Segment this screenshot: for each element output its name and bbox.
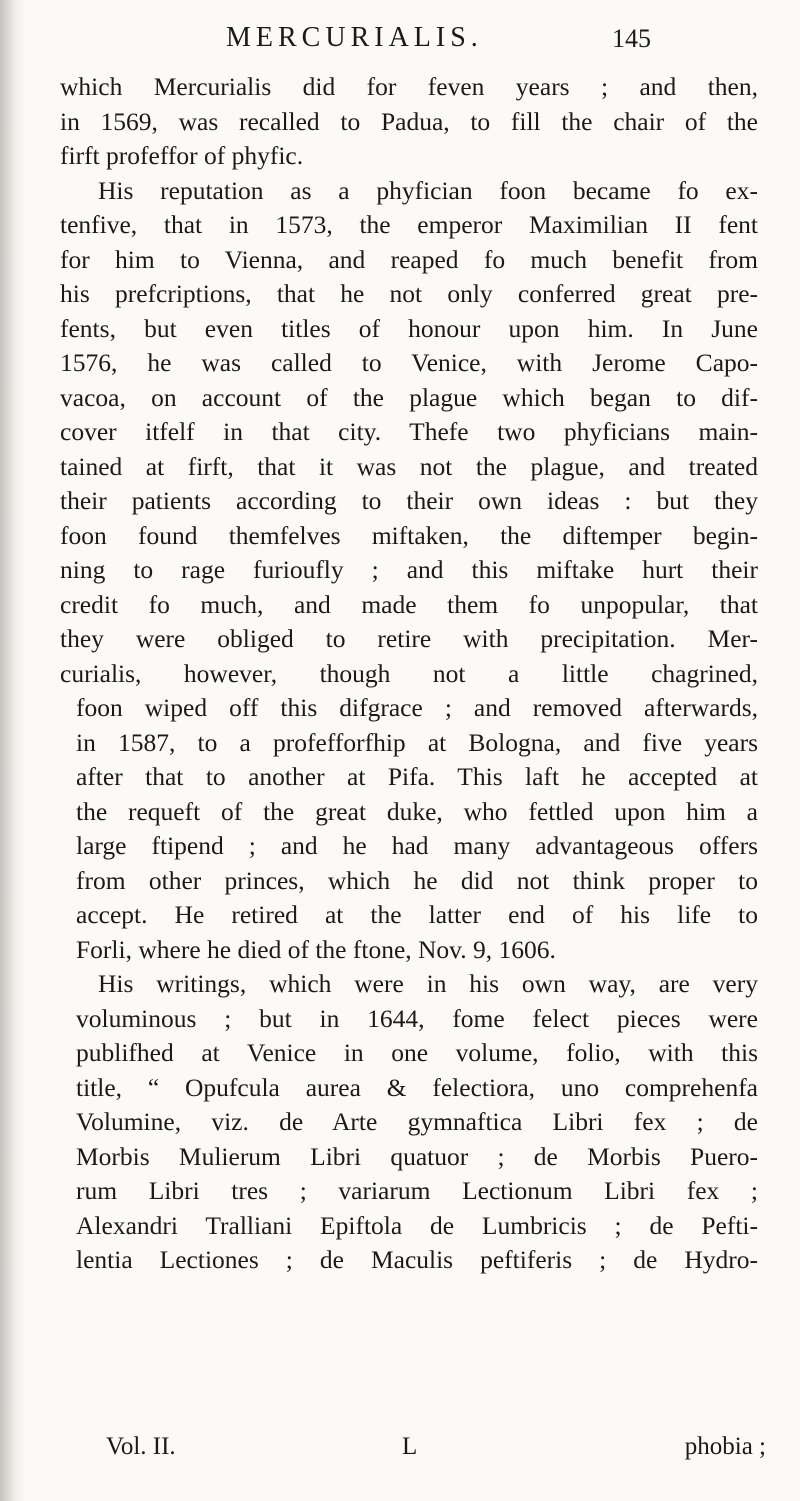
text-line: Morbis Mulierum Libri quatuor ; de Morbis Puero- [76, 1141, 758, 1171]
text-line: His writings, which were in his own way, are very [98, 969, 758, 998]
text-line: for him to Vienna, and reaped fo much benefit from [60, 244, 758, 274]
running-head: MERCURIALIS. [226, 22, 483, 53]
text-line: Forli, where he died of the ftone, Nov. 9, 1606. [76, 934, 556, 964]
text-line: cover itfelf in that city. Thefe two phyficians main- [60, 417, 758, 446]
text-line: title, “ Opufcula aurea & felectiora, uno comprehenfa [76, 1072, 758, 1102]
text-line: 1576, he was called to Venice, with Jerome Capo- [60, 348, 758, 377]
text-line: which Mercurialis did for feven years ; and then, [60, 72, 758, 101]
text-line: curialis, however, though not a little chagrined, [60, 658, 758, 688]
text-line: ning to rage furioufly ; and this miftake hurt their [60, 555, 758, 584]
text-line: large ftipend ; and he had many advantageous offers [76, 831, 758, 860]
text-line: foon found themfelves miftaken, the diftemper begin- [60, 520, 758, 550]
body-text [52, 70, 758, 1278]
text-line: in 1587, to a profefforfhip at Bologna, and five years [76, 727, 758, 757]
page-footer [106, 1433, 766, 1469]
text-line: his prefcriptions, that he not only conferred great pre- [60, 279, 758, 308]
text-line: firft profeffor of phyfic. [60, 141, 304, 170]
text-line: they were obliged to retire with precipitation. Mer- [60, 624, 758, 653]
text-line: accept. He retired at the latter end of his life to [76, 900, 758, 929]
page-number: 145 [612, 24, 651, 53]
signature-mark: L [402, 1433, 418, 1460]
text-line: lentia Lectiones ; de Maculis peftiferis ; de Hydro- [76, 1245, 758, 1274]
text-line: tained at firft, that it was not the plague, and treated [60, 451, 758, 481]
text-line: the requeft of the great duke, who fettled upon him a [76, 796, 758, 826]
text-line: Volumine, viz. de Arte gymnaftica Libri fex ; de [76, 1107, 758, 1136]
text-line: fents, but even titles of honour upon him. In June [60, 313, 758, 343]
catchword: phobia ; [684, 1433, 766, 1460]
text-line: Alexandri Tralliani Epiftola de Lumbricis ; de Pefti- [76, 1210, 758, 1240]
text-line: after that to another at Pifa. This laft he accepted at [76, 762, 758, 791]
text-line: credit fo much, and made them fo unpopular, that [60, 589, 758, 619]
text-line: vacoa, on account of the plague which began to dif- [60, 382, 758, 412]
text-line: tenfive, that in 1573, the emperor Maximilian II fent [60, 210, 758, 239]
gutter-shadow [0, 0, 26, 1501]
text-line: His reputation as a phyfician foon became fo ex- [98, 175, 758, 205]
volume-mark: Vol. II. [106, 1433, 176, 1460]
text-line: voluminous ; but in 1644, fome felect pieces were [76, 1003, 758, 1033]
text-line: foon wiped off this difgrace ; and removed afterwards, [76, 693, 758, 722]
text-line: rum Libri tres ; variarum Lectionum Libri fex ; [76, 1176, 758, 1205]
text-line: their patients according to their own ideas : but they [60, 486, 758, 515]
text-line: from other princes, which he did not think proper to [76, 865, 758, 895]
text-line: publifhed at Venice in one volume, folio, with this [76, 1038, 758, 1067]
text-line: in 1569, was recalled to Padua, to fill the chair of the [60, 106, 758, 136]
